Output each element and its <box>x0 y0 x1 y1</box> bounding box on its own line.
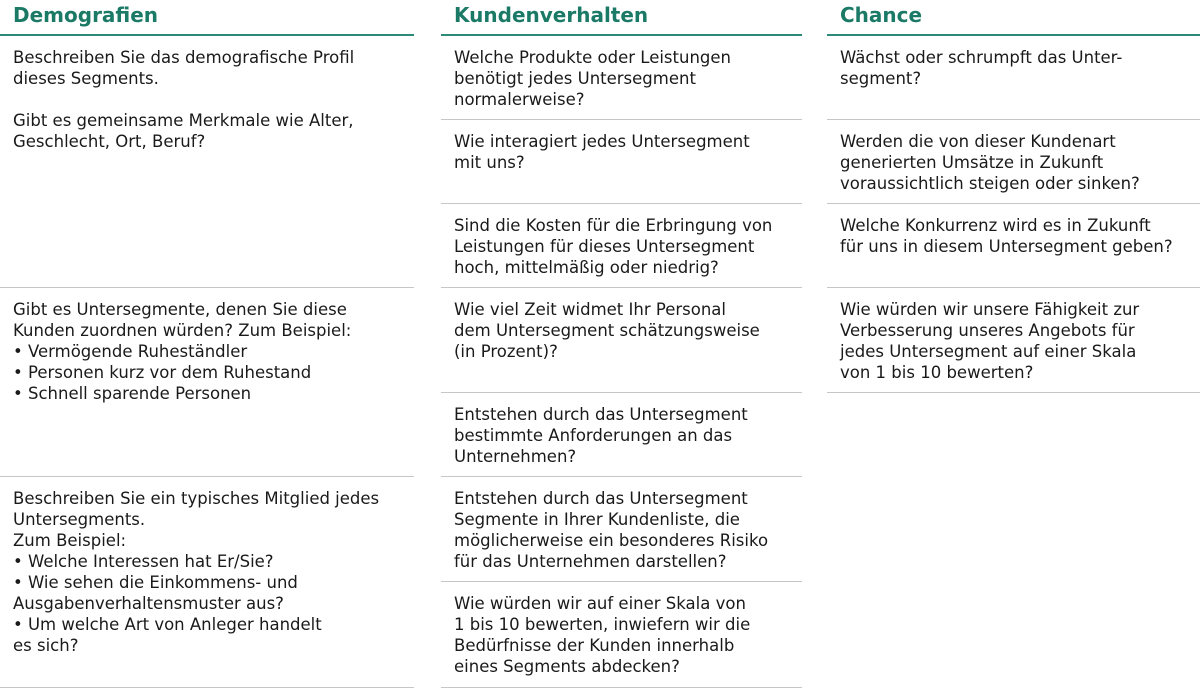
column-heading: Chance <box>827 0 1200 36</box>
table-cell: Entstehen durch das Untersegment bestimmte Anforderungen an das Unternehmen? <box>441 393 802 477</box>
table-cell: Beschreiben Sie ein typisches Mitglied jedes Untersegments. Zum Beispiel: • Welche Interessen hat Er/Sie? • Wie sehen die Einkommens- und Ausgabenverhaltensmuster aus? • Um welche Art von Anleger handelt es sich? <box>0 477 414 688</box>
column-chance <box>827 0 1200 393</box>
table-cell: Wie würden wir auf einer Skala von 1 bis 10 bewerten, inwiefern wir die Bedürfnisse der Kunden innerhalb eines Segments abdecken? <box>441 582 802 688</box>
table-cell: Beschreiben Sie das demografische Profil dieses Segments. Gibt es gemeinsame Merkmale wie Alter, Geschlecht, Ort, Beruf? <box>0 36 414 288</box>
column-demografien <box>0 0 414 688</box>
table-cell: Wie viel Zeit widmet Ihr Personal dem Untersegment schätzungsweise (in Prozent)? <box>441 288 802 393</box>
column-heading: Kundenverhalten <box>441 0 802 36</box>
table-cell: Wächst oder schrumpft das Unter- segment? <box>827 36 1200 120</box>
table-cell: Welche Produkte oder Leistungen benötigt jedes Untersegment normalerweise? <box>441 36 802 120</box>
table-cell: Wie würden wir unsere Fähigkeit zur Verbesserung unseres Angebots für jedes Untersegment auf einer Skala von 1 bis 10 bewerten? <box>827 288 1200 393</box>
table-cell: Entstehen durch das Untersegment Segmente in Ihrer Kundenliste, die möglicherweise ein besonderes Risiko für das Unternehmen darstellen? <box>441 477 802 582</box>
column-heading: Demografien <box>0 0 414 36</box>
table-cell: Wie interagiert jedes Untersegment mit uns? <box>441 120 802 204</box>
table-cell: Gibt es Untersegmente, denen Sie diese Kunden zuordnen würden? Zum Beispiel: • Vermögende Ruheständler • Personen kurz vor dem Ruhestand • Schnell sparende Personen <box>0 288 414 477</box>
table-cell: Sind die Kosten für die Erbringung von Leistungen für dieses Untersegment hoch, mittelmäßig oder niedrig? <box>441 204 802 288</box>
column-kundenverhalten <box>441 0 802 688</box>
table-cell: Werden die von dieser Kundenart generierten Umsätze in Zukunft voraussichtlich steigen oder sinken? <box>827 120 1200 204</box>
table-cell: Welche Konkurrenz wird es in Zukunft für uns in diesem Untersegment geben? <box>827 204 1200 288</box>
